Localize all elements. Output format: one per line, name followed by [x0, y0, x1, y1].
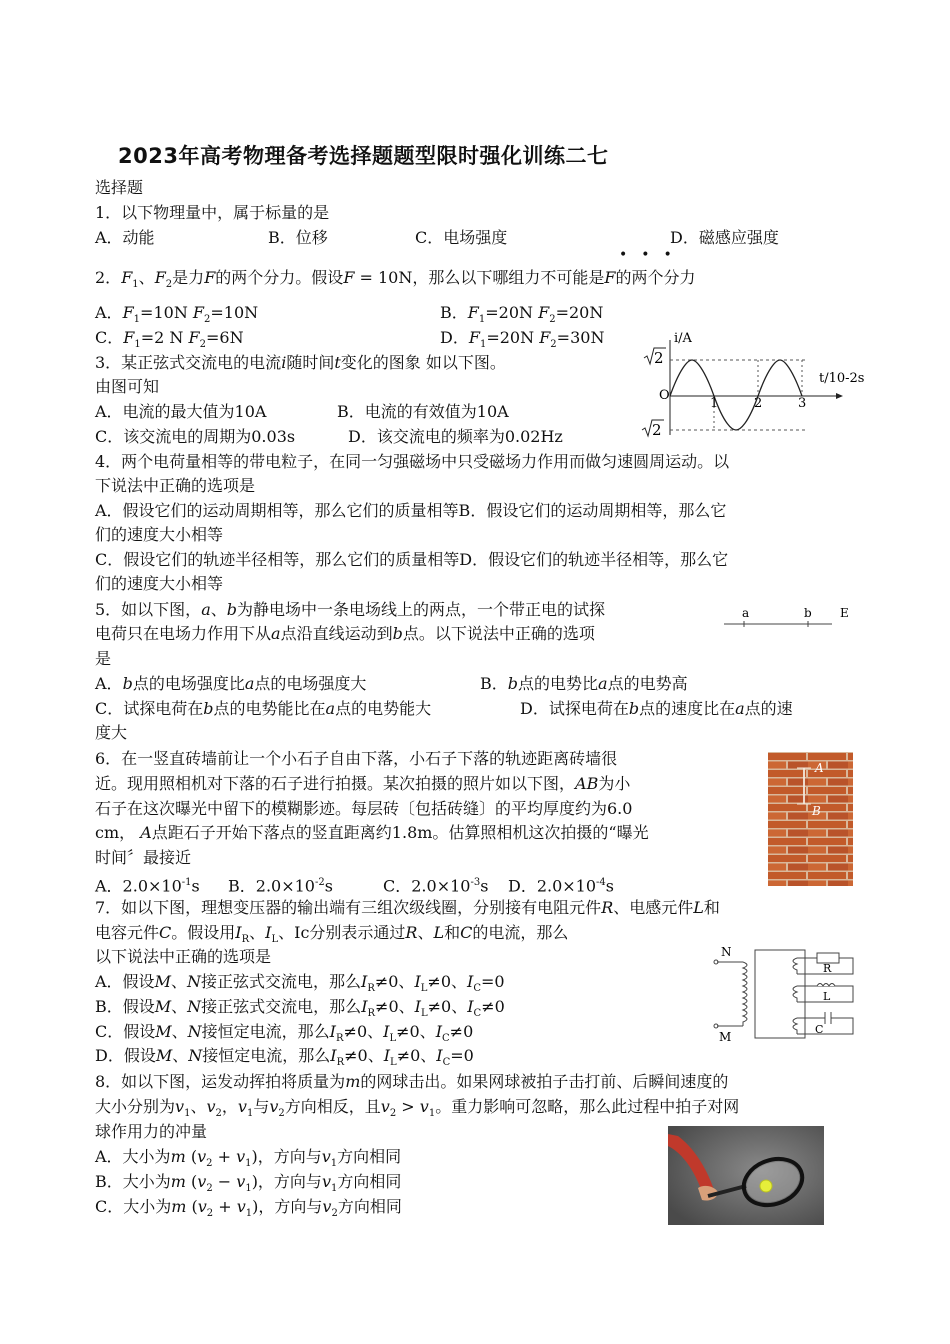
tennis-ball [760, 1180, 772, 1192]
q2-option-d: D．$F_1=20N$ $F_2=30N$ [440, 328, 605, 351]
q6-stem-line3: 石子在这次曝光中留下的模糊影迹。每层砖〔包括砖缝〕的平均厚度约为6.0 [95, 799, 633, 818]
q1-option-b: B．位移 [268, 228, 328, 247]
q6-stem-line5: 时间〞最接近 [95, 848, 192, 867]
label-l: L [823, 990, 831, 1003]
x-axis-arrow [836, 393, 843, 399]
q1-stem: 1．以下物理量中，属于标量的是 [95, 203, 330, 222]
q4-options-ab-cont: 们的速度大小相等 [95, 525, 224, 544]
q7-stem-line2: 电容元件C。假设用$I_R$、$I_L$、Ic分别表示通过R、L和C的电流，那么 [95, 923, 569, 946]
q2-stem: 2．$F_1$、$F_2$是力F的两个分力。假设F = 10N，那么以下哪组力不可能是F的两个分力 [95, 268, 696, 291]
secondary-coil-r [793, 958, 797, 974]
q1-option-d: D．磁感应强度 [670, 228, 779, 247]
primary-coil [743, 962, 747, 1026]
sine-wave [670, 360, 802, 430]
q1-option-a: A．动能 [95, 228, 155, 247]
field-line-diagram [720, 600, 855, 632]
primary-leads [717, 962, 743, 1026]
y-axis-label: i/A [674, 331, 692, 346]
q7-stem-line3: 以下说法中正确的选项是 [95, 947, 272, 966]
q2-option-b: B．$F_1=20N$ $F_2=20N$ [440, 303, 604, 326]
q5-option-d: D．试探电荷在b点的速度比在a点的速 [520, 699, 793, 718]
tennis-photo [668, 1126, 824, 1225]
emphasis-dots: ••• [619, 247, 686, 263]
photo-label-a: A [815, 761, 824, 775]
q3-stem-line2: 由图可知 [95, 377, 160, 396]
q3-stem: 3．某正弦式交流电的电流i随时间t变化的图象 如以下图。 [95, 353, 506, 372]
tick-label-3: 3 [798, 396, 807, 411]
point-b-label: b [804, 606, 812, 620]
q7-stem: 7．如以下图，理想变压器的输出端有三组次级线圈，分别接有电阻元件R、电感元件L和 [95, 898, 720, 917]
q5-stem-line2: 电荷只在电场力作用下从a点沿直线运动到b点。以下说法中正确的选项 [95, 624, 595, 643]
q8-stem: 8．如以下图，运发动挥拍将质量为m的网球击出。如果网球被拍子击打前、后瞬间速度的 [95, 1072, 729, 1091]
section-heading: 选择题 [95, 178, 144, 197]
q3-option-d: D．该交流电的频率为0.02Hz [348, 427, 563, 446]
q6-option-c: C．$2.0\times 10^{-3}s$ [383, 876, 489, 896]
page-title: 2023年高考物理备考选择题题型限时强化训练二七 [118, 144, 609, 168]
transformer-core [755, 950, 805, 1038]
q4-stem-line2: 下说法中正确的选项是 [95, 476, 256, 495]
label-r: R [823, 962, 832, 975]
q5-option-c: C．试探电荷在b点的电势能比在a点的电势能大 [95, 699, 432, 718]
q8-stem-line3: 球作用力的冲量 [95, 1122, 208, 1141]
q7-option-d: D．假设M、N接恒定电流，那么$I_R\ne 0$、$I_L\ne 0$、$I_C=0$ [95, 1046, 474, 1069]
q8-option-b: B．大小为m $(v_2 - v_1)$，方向与$v_1$方向相同 [95, 1172, 402, 1195]
q5-stem: 5．如以下图，a、b为静电场中一条电场线上的两点，一个带正电的试探 [95, 600, 606, 619]
top-value: 2 [654, 349, 664, 367]
q6-option-b: B．$2.0\times 10^{-2}s$ [228, 876, 333, 896]
q5-option-a: A．b点的电场强度比a点的电场强度大 [95, 674, 367, 693]
point-a-label: a [742, 606, 750, 620]
inductor [817, 984, 835, 987]
photo-label-b: B [812, 804, 821, 818]
q8-stem-line2: 大小分别为$v_1$、$v_2$，$v_1$与$v_2$方向相反，且$v_2 > v_1$。重力影响可忽略，那么此过程中拍子对网 [95, 1097, 740, 1120]
q2-option-a: A．$F_1=10N$ $F_2=10N$ [95, 303, 259, 326]
q7-option-c: C．假设M、N接恒定电流，那么$I_R\ne 0$、$I_L\ne 0$、$I_C\ne 0$ [95, 1022, 474, 1045]
q6-option-a: A．$2.0\times 10^{-1}s$ [95, 876, 200, 896]
q5-option-b: B．b点的电势比a点的电势高 [480, 674, 688, 693]
tick-label-1: 1 [710, 396, 719, 411]
q6-option-d: D．$2.0\times 10^{-4}s$ [508, 876, 615, 896]
q3-option-b: B．电流的有效值为10A [337, 402, 509, 421]
bottom-value: 2 [652, 421, 662, 439]
secondary-coil-c [793, 1018, 797, 1034]
field-e-label: E [840, 606, 849, 620]
label-m: M [719, 1030, 732, 1044]
q3-option-a: A．电流的最大值为10A [95, 402, 267, 421]
q5-option-d-cont: 度大 [95, 723, 128, 742]
q1-option-c: C．电场强度 [415, 228, 508, 247]
secondary-coil-l [793, 986, 797, 1002]
q4-options-ab: A．假设它们的运动周期相等，那么它们的质量相等B．假设它们的运动周期相等，那么它 [95, 501, 727, 520]
tick-label-2: 2 [754, 396, 763, 411]
brick-wall-photo [768, 752, 853, 886]
brick-texture [768, 752, 853, 886]
q6-stem-line4: cm， A点距石子开始下落点的竖直距离约1.8m。估算照相机这次拍摄的“曝光 [95, 823, 649, 842]
q2-option-c: C．$F_1=2$ N $F_2=6N$ [95, 328, 244, 351]
q8-option-a: A．大小为m $(v_2 + v_1)$，方向与$v_1$方向相同 [95, 1147, 402, 1170]
q4-options-cd: C．假设它们的轨迹半径相等，那么它们的质量相等D．假设它们的轨迹半径相等，那么它 [95, 550, 729, 569]
label-c: C [815, 1023, 824, 1036]
label-n: N [721, 945, 732, 959]
q4-stem: 4．两个电荷量相等的带电粒子，在同一匀强磁场中只受磁场力作用而做匀速圆周运动。以 [95, 452, 730, 471]
q6-stem: 6．在一竖直砖墙前让一个小石子自由下落，小石子下落的轨迹距离砖墙很 [95, 749, 618, 768]
current-time-graph [636, 330, 876, 442]
q6-stem-line2: 近。现用照相机对下落的石子进行拍摄。某次拍摄的照片如以下图，AB为小 [95, 774, 631, 793]
q7-option-a: A．假设M、N接正弦式交流电，那么$I_R\ne 0$、$I_L\ne 0$、$I_C=0$ [95, 972, 505, 995]
origin-label: O [659, 388, 670, 403]
transformer-diagram [705, 942, 860, 1047]
q7-option-b: B．假设M、N接正弦式交流电，那么$I_R\ne 0$、$I_L\ne 0$、$I_C\ne 0$ [95, 997, 505, 1020]
x-axis-label: t/10-2s [819, 371, 865, 386]
q8-option-c: C．大小为m $(v_2 + v_1)$，方向与$v_2$方向相同 [95, 1197, 402, 1220]
q3-option-c: C．该交流电的周期为0.03s [95, 427, 296, 446]
q5-stem-line3: 是 [95, 649, 112, 668]
q4-options-cd-cont: 们的速度大小相等 [95, 574, 224, 593]
capacitor [825, 1012, 831, 1024]
